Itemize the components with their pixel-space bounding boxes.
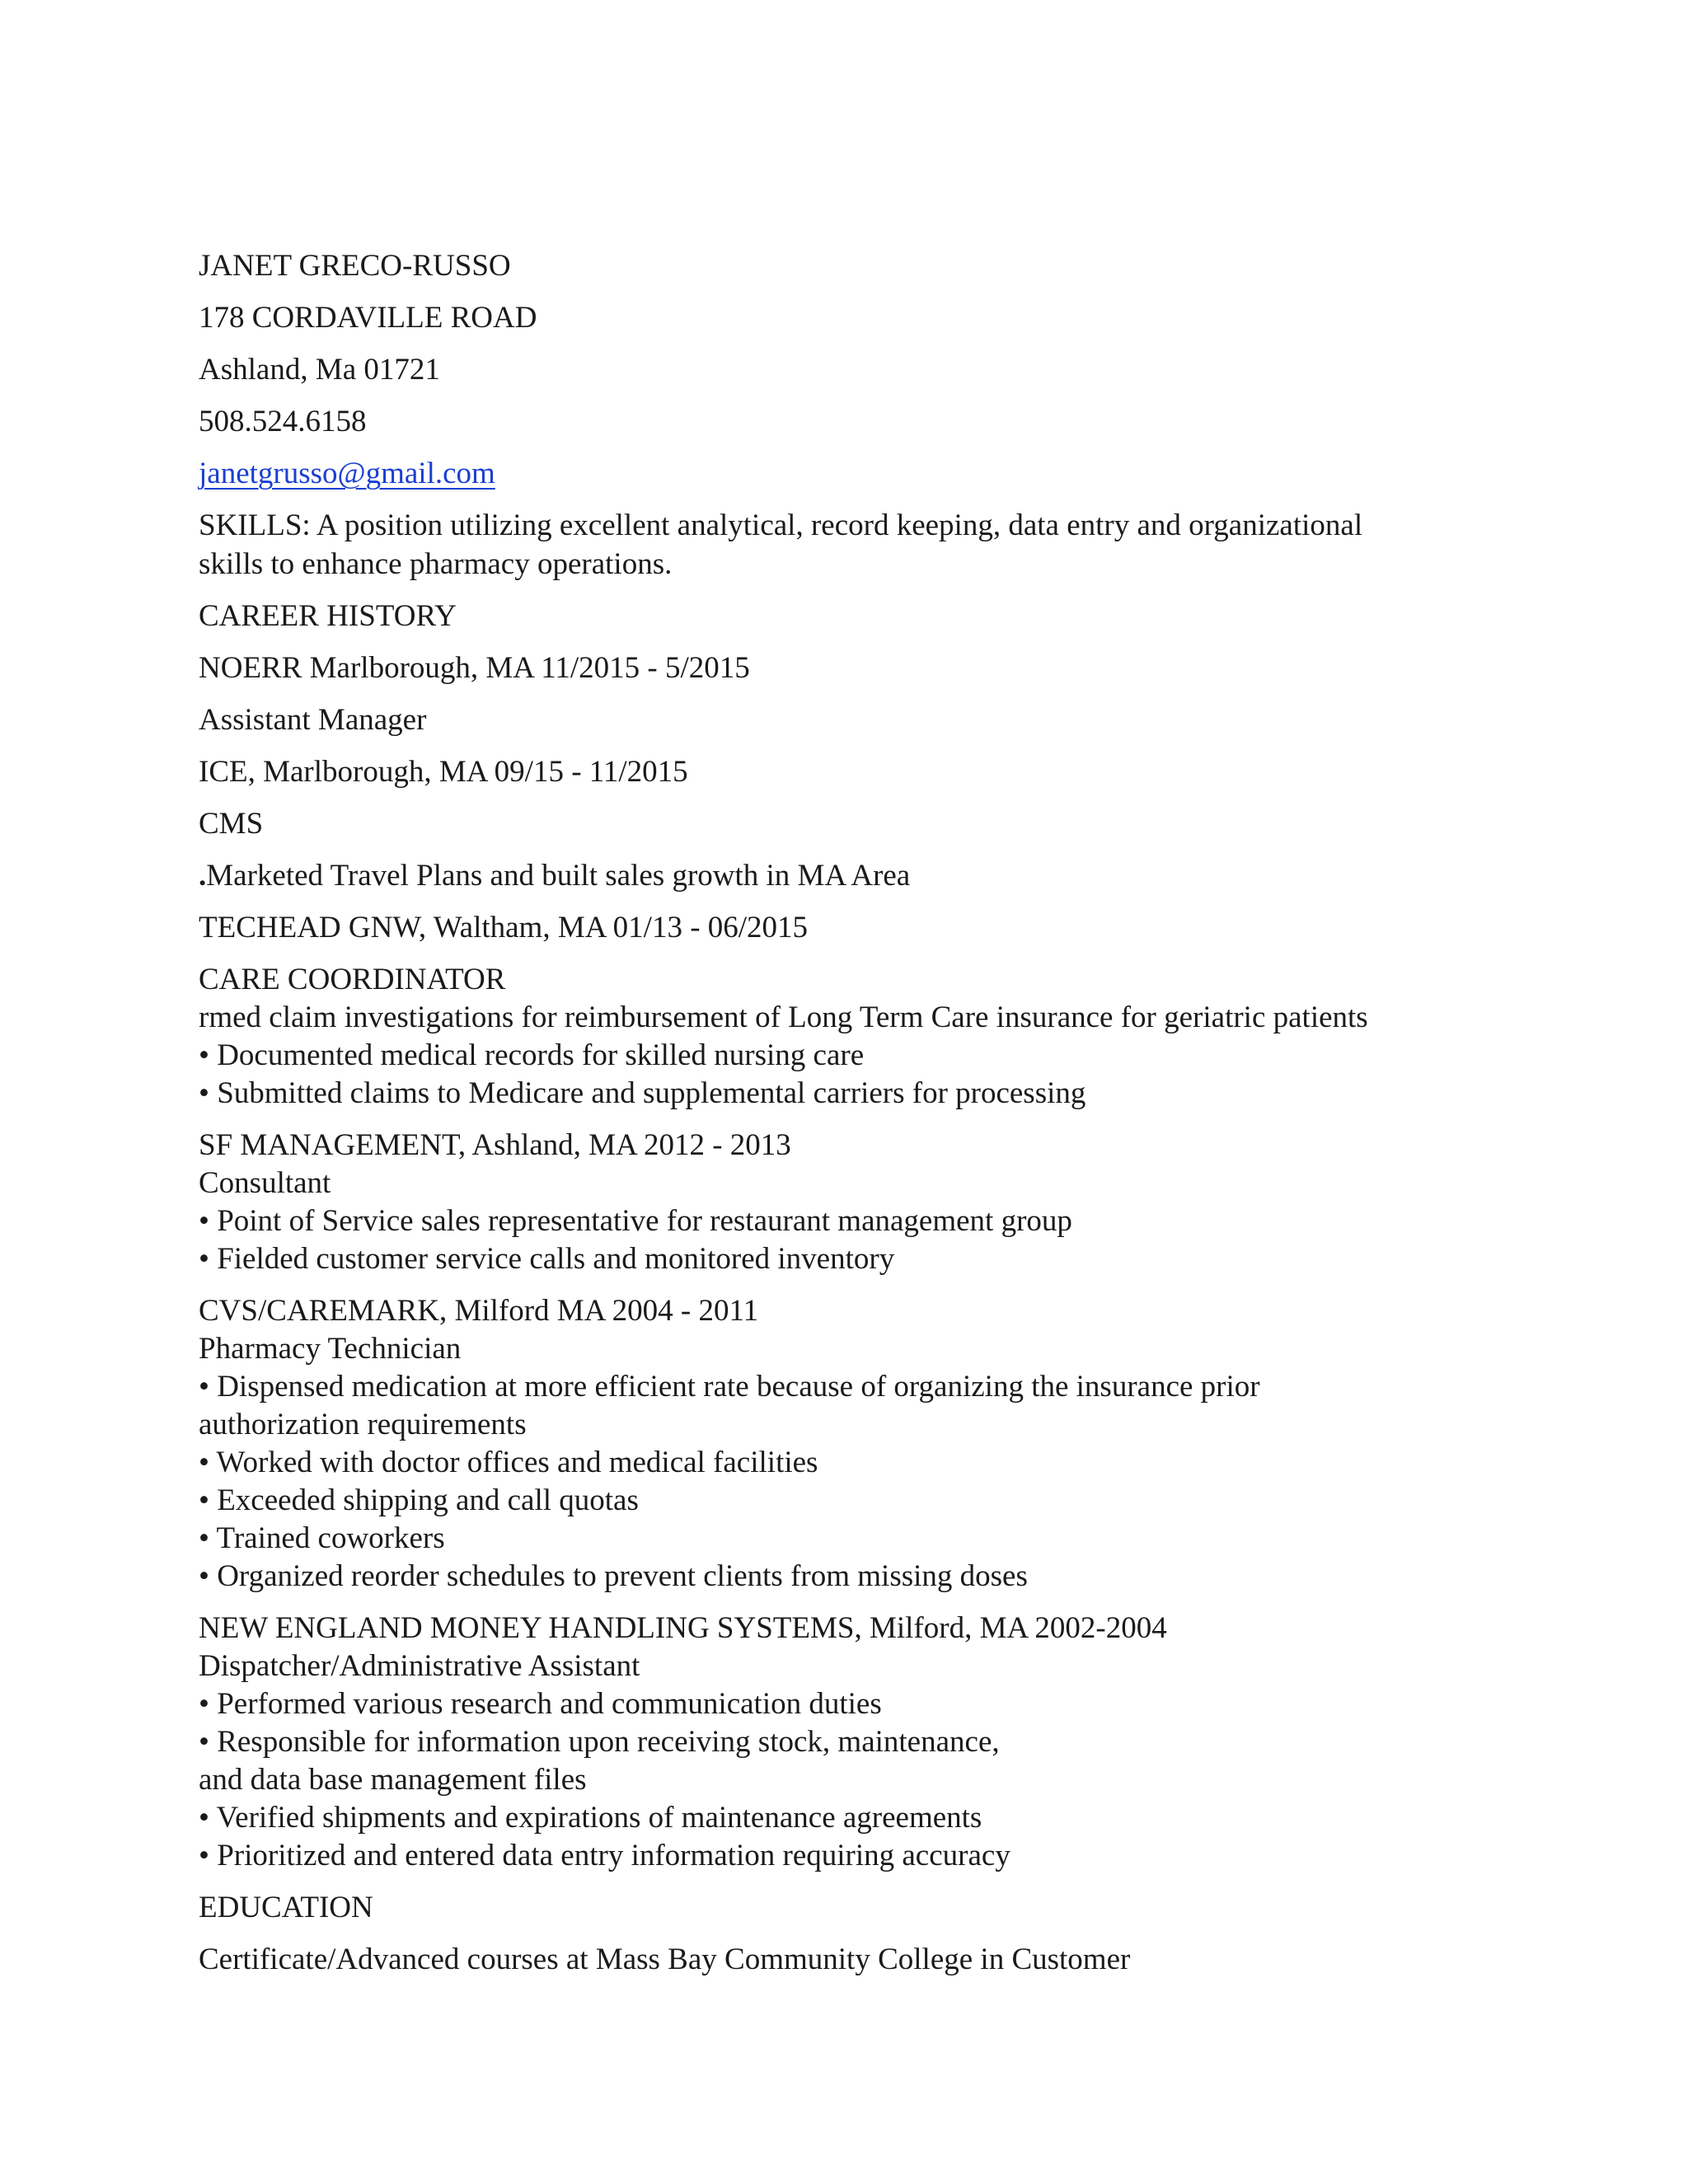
ne-employer: NEW ENGLAND MONEY HANDLING SYSTEMS, Milford, MA 2002-2004 — [199, 1611, 1167, 1645]
education-line-1: Certificate/Advanced courses at Mass Bay Community College in Customer — [199, 1943, 1131, 1976]
techead-bullet-3: • Submitted claims to Medicare and supplemental carriers for processing — [199, 1076, 1086, 1110]
ice-employer: ICE, Marlborough, MA 09/15 - 11/2015 — [199, 755, 688, 789]
ne-bullet-2b: and data base management files — [199, 1763, 587, 1797]
cvs-bullet-3: • Exceeded shipping and call quotas — [199, 1483, 639, 1517]
techead-employer: TECHEAD GNW, Waltham, MA 01/13 - 06/2015 — [199, 911, 809, 944]
ne-bullet-2a: • Responsible for information upon receiving stock, maintenance, — [199, 1725, 1000, 1759]
skills-line-2: skills to enhance pharmacy operations. — [199, 547, 673, 581]
cvs-employer: CVS/CAREMARK, Milford MA 2004 - 2011 — [199, 1294, 759, 1328]
cvs-bullet-5: • Organized reorder schedules to prevent clients from missing doses — [199, 1559, 1028, 1593]
city-state-zip: Ashland, Ma 01721 — [199, 353, 440, 387]
phone-number: 508.524.6158 — [199, 405, 367, 438]
cvs-bullet-4: • Trained coworkers — [199, 1521, 445, 1555]
sf-bullet-2: • Fielded customer service calls and monitored inventory — [199, 1242, 895, 1276]
ne-title: Dispatcher/Administrative Assistant — [199, 1649, 640, 1683]
ice-title: CMS — [199, 807, 264, 841]
cvs-bullet-2: • Worked with doctor offices and medical facilities — [199, 1446, 818, 1479]
ice-bullet-text: Marketed Travel Plans and built sales growth in MA Area — [206, 859, 911, 893]
noerr-title: Assistant Manager — [199, 703, 427, 737]
techead-bullet-2: • Documented medical records for skilled nursing care — [199, 1038, 865, 1072]
cvs-title: Pharmacy Technician — [199, 1332, 462, 1366]
techead-bullet-1: rmed claim investigations for reimbursement of Long Term Care insurance for geriatric patients — [199, 1001, 1368, 1034]
applicant-name: JANET GRECO-RUSSO — [199, 249, 511, 283]
noerr-employer: NOERR Marlborough, MA 11/2015 - 5/2015 — [199, 651, 750, 685]
sf-employer: SF MANAGEMENT, Ashland, MA 2012 - 2013 — [199, 1128, 791, 1162]
ice-bullet — [199, 857, 910, 895]
ne-bullet-1: • Performed various research and communication duties — [199, 1687, 882, 1721]
education-heading: EDUCATION — [199, 1891, 373, 1924]
ne-bullet-4: • Prioritized and entered data entry information requiring accuracy — [199, 1839, 1010, 1872]
street-address: 178 CORDAVILLE ROAD — [199, 301, 537, 335]
email-link[interactable]: janetgrusso@gmail.com — [199, 457, 495, 490]
career-history-heading: CAREER HISTORY — [199, 599, 457, 633]
skills-line-1: SKILLS: A position utilizing excellent analytical, record keeping, data entry and organizational — [199, 509, 1363, 542]
sf-title: Consultant — [199, 1166, 331, 1200]
bullet-mark: . — [199, 859, 207, 893]
ne-bullet-3: • Verified shipments and expirations of maintenance agreements — [199, 1801, 982, 1835]
techead-title: CARE COORDINATOR — [199, 963, 506, 996]
cvs-bullet-1a: • Dispensed medication at more efficient rate because of organizing the insurance prior — [199, 1370, 1260, 1404]
sf-bullet-1: • Point of Service sales representative for restaurant management group — [199, 1204, 1072, 1238]
cvs-bullet-1b: authorization requirements — [199, 1408, 527, 1441]
